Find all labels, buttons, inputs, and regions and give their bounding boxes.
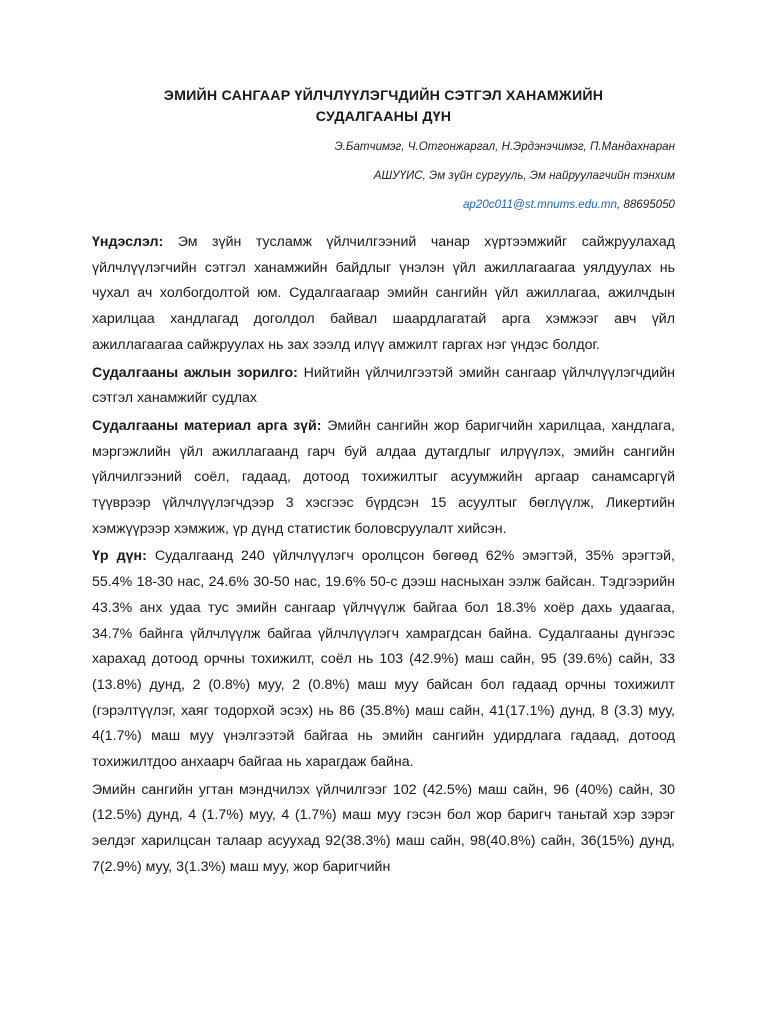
objective-heading: Судалгааны ажлын зорилго:	[92, 364, 298, 381]
authors: Э.Батчимэг, Ч.Отгонжаргал, Н.Эрдэнэчимэг, П.Мандахнаран	[334, 140, 675, 153]
paper-page	[92, 86, 675, 883]
email-link[interactable]: ap20c011@st.mnums.edu.mn	[462, 198, 617, 211]
continuation-paragraph	[92, 778, 675, 881]
results-paragraph	[92, 544, 675, 775]
background-text: Эм зүйн тусламж үйлчилгээний чанар хүртээмжийг сайжруулахад үйлчлүүлэгчийн сэтгэл ханамжийн байдлыг үнэлэн үйл ажиллагаагаа уялдуулах нь чухал ач холбогдолтой юм. Судалгаагаар эмийн сангийн үйл ажиллагаа, ажилчдын харилцаа хандлагад доголдол байвал шаардлагатай арга хэмжээг авч үйл ажиллагаагаа сайжруулах нь зах зээлд илүү амжилт гаргах нэг үндэс болдог.	[92, 234, 675, 353]
phone-number: , 88695050	[616, 198, 675, 211]
methods-text: Эмийн сангийн жор баригчийн харилцаа, хандлага, мэргэжлийн үйл ажиллагаанд гарч буй алдаа дутагдлыг илрүүлэх, эмийн сангийн үйлчилгээний соёл, гадаад, дотоод тохижилтыг асуумжийн аргаар санамсаргүй түүврээр үйлчлүүлэгчдээр 3 хэсгээс бүрдсэн 15 асуултыг бөглүүлж, Ликертийн хэмжүүрээр хэмжиж, үр дүнд статистик боловсруулалт хийсэн.	[92, 417, 676, 537]
objective-paragraph	[92, 361, 675, 412]
methods-paragraph	[92, 414, 675, 543]
methods-heading: Судалгааны материал арга зүй:	[92, 417, 322, 434]
objective-text: Нийтийн үйлчилгээтэй эмийн сангаар үйлчлүүлэгчдийн сэтгэл ханамжийг судлах	[92, 364, 675, 407]
paper-title	[92, 86, 675, 128]
results-heading: Үр дүн:	[92, 548, 147, 565]
title-line-1: ЭМИЙН САНГААР ҮЙЛЧЛҮҮЛЭГЧДИЙН СЭТГЭЛ ХАНАМЖИЙН	[163, 88, 604, 104]
results-text: Судалгаанд 240 үйлчлүүлэгч оролцсон бөгөөд 62% эмэгтэй, 35% эрэгтэй, 55.4% 18-30 нас, 24.6% 30-50 нас, 19.6% 50-с дээш насныхан ээлж байсан. Тэдгээрийн 43.3% анх удаа тус эмийн сангаар үйлчүүлж байгаа бол 18.3% хоёр дахь удаагаа, 34.7% байнга үйлчлүүлж байгаа үйлчлүүлэгч хамрагдсан байна. Судалгааны дүнгээс харахад дотоод орчны тохижилт, соёл нь 103 (42.9%) маш сайн, 95 (39.6%) сайн, 33 (13.8%) дунд, 2 (0.8%) муу, 2 (0.8%) маш муу байсан бол гадаад орчны тохижилт (гэрэлтүүлэг, хаяг тодорхой эсэх) нь 86 (35.8%) маш сайн, 41(17.1%) дунд, 8 (3.3) муу, 4(1.7%) маш муу үнэлгээтэй байгаа нь эмийн сангийн удирдлага гадаад, дотоод тохижилтдоо анхаарч байгаа нь харагдаж байна.	[92, 548, 675, 771]
background-paragraph	[92, 230, 675, 359]
contact-line	[92, 197, 675, 213]
background-heading: Үндэслэл:	[92, 234, 164, 250]
continuation-text: Эмийн сангийн угтан мэндчилэх үйлчилгээг 102 (42.5%) маш сайн, 96 (40%) сайн, 30 (12.5%) дунд, 4 (1.7%) муу, 4 (1.7%) маш муу гэсэн бол жор баригч таньтай хэр зэрэг эелдэг харилцсан талаар асуухад 92(38.3%) маш сайн, 98(40.8%) сайн, 36(15%) дунд, 7(2.9%) муу, 3(1.3%) маш муу, жор баригчийн	[92, 781, 675, 875]
affiliation: АШУҮИС, Эм зүйн сургууль, Эм найруулагчийн тэнхим	[373, 169, 675, 182]
title-line-2: СУДАЛГААНЫ ДҮН	[315, 109, 452, 125]
